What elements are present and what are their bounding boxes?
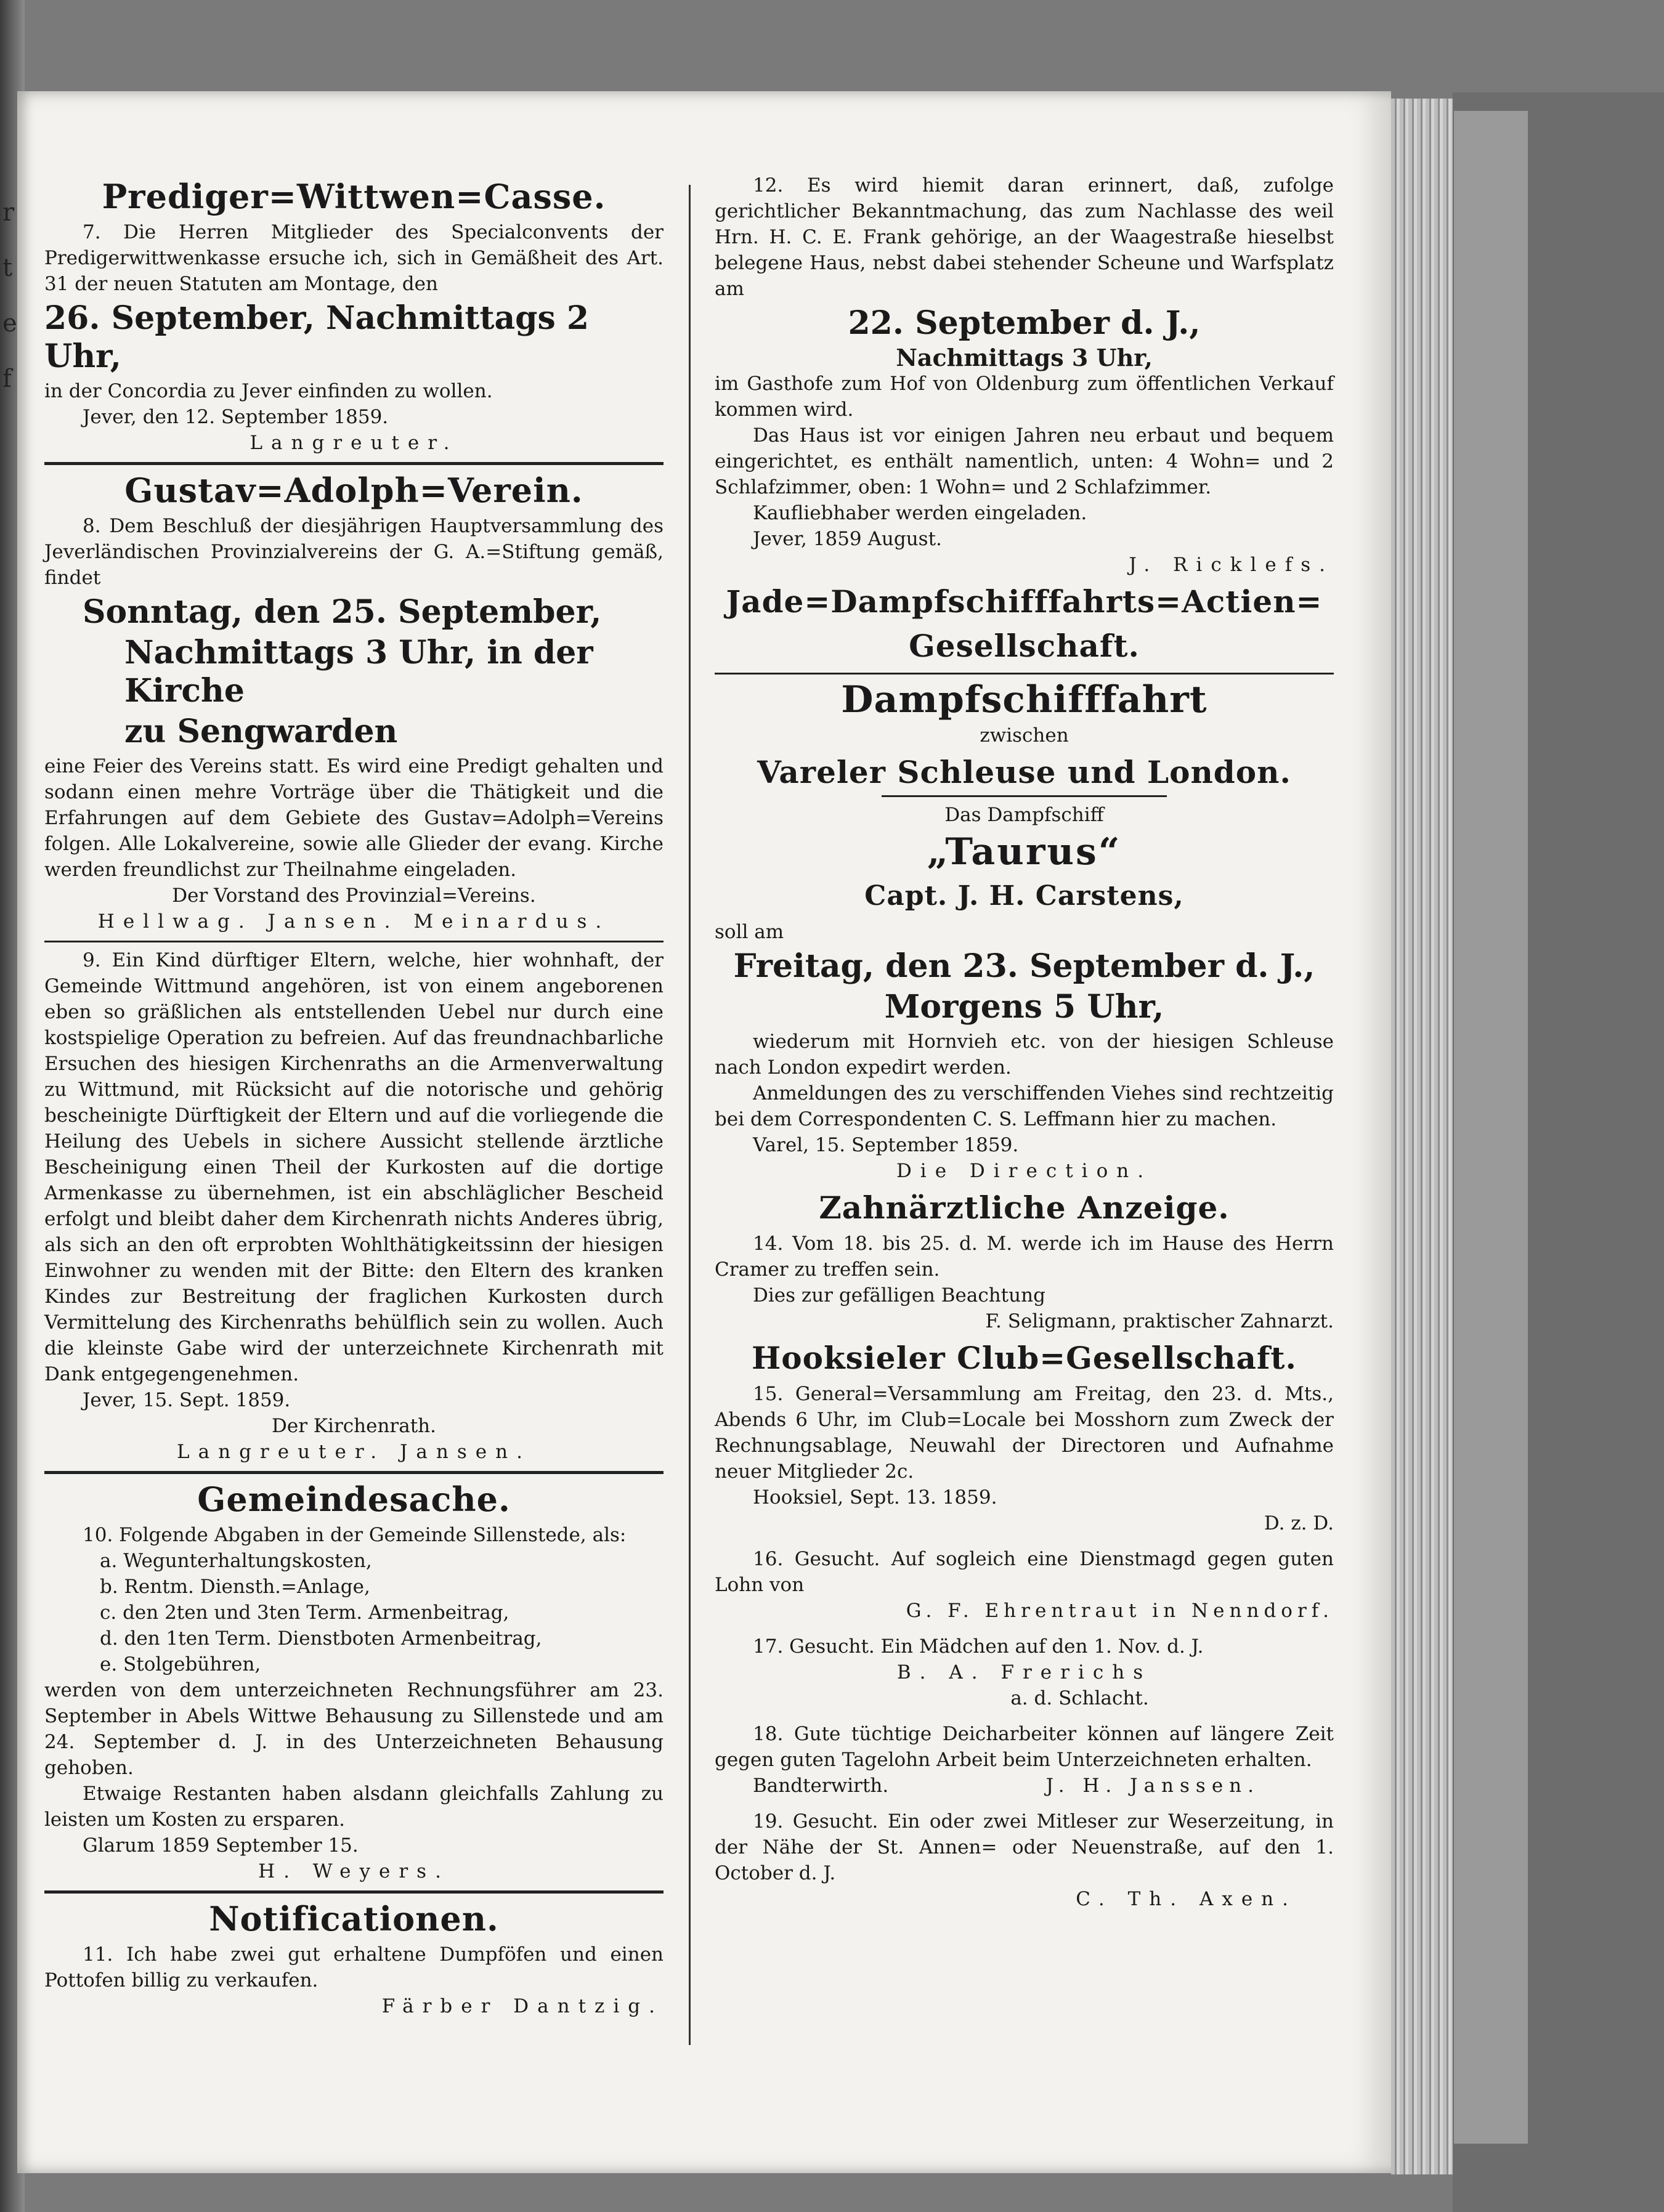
spacer <box>715 1711 1334 1721</box>
list-item: a. Wegunterhaltungskosten, <box>100 1550 372 1572</box>
notice-17-signature2: a. d. Schlacht. <box>1010 1687 1149 1709</box>
ad-route: Vareler Schleuse und London. <box>757 754 1291 790</box>
notice-19 <box>715 1809 1334 1912</box>
notice-8-signatures: Hellwag. Jansen. Meinardus. <box>97 910 611 933</box>
heading-hooksieler-club-gesellschaft: Hooksieler Club=Gesellschaft. <box>752 1340 1297 1376</box>
notice-15 <box>715 1338 1334 1536</box>
notice-12-text4: Kaufliebhaber werden eingeladen. <box>753 502 1087 524</box>
notice-11 <box>44 1898 664 2019</box>
notice-9-place-date: Jever, 15. Sept. 1859. <box>83 1389 291 1411</box>
notice-9 <box>44 947 664 1465</box>
notice-17-text: 17. Gesucht. Ein Mädchen auf den 1. Nov. d. J. <box>753 1635 1204 1658</box>
notice-10-text3: Etwaige Restanten haben alsdann gleichfalls Zahlung zu leisten um Kosten zu ersparen. <box>44 1783 664 1831</box>
right-column <box>715 172 1334 1912</box>
section-rule <box>44 941 664 942</box>
notice-15-signature: D. z. D. <box>1264 1512 1334 1534</box>
section-rule <box>715 673 1334 675</box>
notice-12-signature: J. Ricklefs. <box>1129 554 1334 576</box>
notice-8 <box>44 470 664 934</box>
notice-14-text2: Dies zur gefälligen Beachtung <box>753 1284 1045 1307</box>
notice-15-text: 15. General=Versammlung am Freitag, den 23. d. Mts., Abends 6 Uhr, im Club=Locale bei Mosshorn zum Zweck der Rechnungsablage, Neuwahl der Directoren und Aufnahme neuer Mitglieder 2c. <box>715 1383 1334 1483</box>
list-item: c. den 2ten und 3ten Term. Armenbeitrag, <box>100 1602 509 1624</box>
section-rule <box>44 1890 664 1894</box>
edge-letter: t <box>2 254 13 282</box>
notice-12 <box>715 172 1334 578</box>
notice-11-text: 11. Ich habe zwei gut erhaltene Dumpföfen und einen Pottofen billig zu verkaufen. <box>44 1943 664 1991</box>
edge-letter: r <box>2 198 15 227</box>
notice-13-text2: Anmeldungen des zu verschiffenden Viehes sind rechtzeitig bei dem Correspondenten C. S. Leffmann hier zu machen. <box>715 1082 1334 1130</box>
notice-12-text2: im Gasthofe zum Hof von Oldenburg zum öffentlichen Verkauf kommen wird. <box>715 373 1334 421</box>
notice-10-text2: werden von dem unterzeichneten Rechnungsführer am 23. September in Abels Wittwe Behausung zu Sillenstede und am 24. September d. J. in des Unterzeichneten Behausung gehoben. <box>44 1679 664 1779</box>
notice-7-place-date: Jever, den 12. September 1859. <box>83 406 389 428</box>
ad-intro: Das Dampfschiff <box>944 804 1104 826</box>
notice-18-footer <box>715 1773 1334 1799</box>
notice-7-date: 26. September, Nachmittags 2 Uhr, <box>44 299 590 375</box>
notice-16 <box>715 1546 1334 1624</box>
ad-title-dampfschifffahrt: Dampfschifffahrt <box>841 678 1207 721</box>
notice-7-text: 7. Die Herren Mitglieder des Specialconvents der Predigerwittwenkasse ersuche ich, sich in Gemäßheit des Art. 31 der neuen Statuten am Montage, den <box>44 221 664 295</box>
notice-13-signature: Die Direction. <box>896 1160 1153 1182</box>
heading-notificationen: Notificationen. <box>209 1899 499 1939</box>
notice-10 <box>44 1479 664 1884</box>
list-item: d. den 1ten Term. Dienstboten Armenbeitrag, <box>100 1627 542 1650</box>
notice-18-signature: J. H. Janssen. <box>1045 1775 1260 1797</box>
notice-8-text: 8. Dem Beschluß der diesjährigen Hauptversammlung des Jeverländischen Provinzialvereins der G. A.=Stiftung gemäß, findet <box>44 515 664 589</box>
notice-15-place-date: Hooksiel, Sept. 13. 1859. <box>753 1486 997 1509</box>
notice-13-place-date: Varel, 15. September 1859. <box>753 1134 1019 1156</box>
notice-12-text3: Das Haus ist vor einigen Jahren neu erbaut und bequem eingerichtet, es enthält namentlich, unten: 4 Wohn= und 2 Schlafzimmer, oben: 1 Wohn= und 2 Schlafzimmer. <box>715 424 1334 498</box>
heading-prediger-wittwen-casse: Prediger=Wittwen=Casse. <box>102 177 606 216</box>
heading-zahnaerztliche-anzeige: Zahnärztliche Anzeige. <box>819 1189 1230 1226</box>
notice-10-list <box>44 1548 664 1677</box>
ship-name: „Taurus“ <box>927 830 1122 873</box>
list-item: b. Rentm. Diensth.=Anlage, <box>100 1576 370 1598</box>
ship-captain: Capt. J. H. Carstens, <box>864 880 1184 912</box>
notice-16-text: 16. Gesucht. Auf sogleich eine Dienstmagd gegen guten Lohn von <box>715 1548 1334 1596</box>
heading-gustav-adolph-verein: Gustav=Adolph=Verein. <box>124 471 583 510</box>
section-rule <box>44 462 664 465</box>
notice-8-date-line1: Sonntag, den 25. September, <box>83 593 602 631</box>
notice-17 <box>715 1634 1334 1711</box>
notice-14-signature: F. Seligmann, praktischer Zahnarzt. <box>985 1310 1334 1332</box>
spacer <box>715 1624 1334 1634</box>
notice-19-signature: C. Th. Axen. <box>1076 1888 1297 1910</box>
ad-between: zwischen <box>980 724 1069 747</box>
departure-date: Freitag, den 23. September d. J., <box>733 947 1315 985</box>
notice-11-signature: Färber Dantzig. <box>381 1995 664 2017</box>
notice-12-text: 12. Es wird hiemit daran erinnert, daß, zufolge gerichtlicher Bekanntmachung, das zum Nachlasse des weil Hrn. H. C. E. Frank gehörige, an der Waagestraße hieselbst belegene Haus, nebst dabei stehender Scheune und Warfsplatz am <box>715 174 1334 300</box>
notice-14-text: 14. Vom 18. bis 25. d. M. werde ich im Hause des Herrn Cramer zu treffen sein. <box>715 1233 1334 1281</box>
book-spine-inner <box>1454 111 1528 2144</box>
previous-page-edge <box>0 185 17 2033</box>
notice-10-text: 10. Folgende Abgaben in der Gemeinde Sillenstede, als: <box>83 1524 627 1546</box>
short-rule <box>882 795 1166 797</box>
notice-19-text: 19. Gesucht. Ein oder zwei Mitleser zur Weserzeitung, in der Nähe der St. Annen= oder Neuenstraße, auf den 1. October d. J. <box>715 1810 1334 1884</box>
notice-12-place-date: Jever, 1859 August. <box>753 528 942 550</box>
notice-9-body: Der Kirchenrath. <box>272 1415 436 1437</box>
notice-12-date: 22. September d. J., <box>848 304 1201 342</box>
notice-17-signature1: B. A. Frerichs <box>896 1661 1152 1683</box>
left-column <box>44 172 664 2019</box>
spacer <box>715 1799 1334 1809</box>
notice-8-date-line2: Nachmittags 3 Uhr, in der Kirche <box>124 634 593 710</box>
notice-7-text2: in der Concordia zu Jever einfinden zu wollen. <box>44 380 493 402</box>
edge-letter: e <box>2 309 17 338</box>
heading-gemeindesache: Gemeindesache. <box>197 1480 511 1519</box>
notice-9-signatures: Langreuter. Jansen. <box>177 1441 531 1463</box>
company-name-line2: Gesellschaft. <box>909 628 1140 664</box>
notice-10-place-date: Glarum 1859 September 15. <box>83 1834 359 1857</box>
notice-14 <box>715 1188 1334 1334</box>
edge-letter: f <box>2 365 12 393</box>
list-item: e. Stolgebühren, <box>100 1653 261 1675</box>
ad-soll: soll am <box>715 921 784 943</box>
notice-18-place: Bandterwirth. <box>753 1775 889 1797</box>
notice-8-board: Der Vorstand des Provinzial=Vereins. <box>172 885 536 907</box>
notice-7-signature: Langreuter. <box>250 432 458 454</box>
notice-18 <box>715 1721 1334 1799</box>
departure-time: Morgens 5 Uhr, <box>884 988 1164 1026</box>
spacer <box>715 1536 1334 1546</box>
notice-13-text: wiederum mit Hornvieh etc. von der hiesigen Schleuse nach London expedirt werden. <box>715 1031 1334 1079</box>
notice-9-text: 9. Ein Kind dürftiger Eltern, welche, hier wohnhaft, der Gemeinde Wittmund angehören, ist von einem angeborenen eben so gräßlichen als entstellenden Uebel nur durch eine kostspielige Operation zu befreien. Auf das freundnachbarliche Ersuchen des hiesigen Kirchenraths an die Armenverwaltung zu Wittmund, mit Rücksicht auf die notorische und gehörig bescheinigte Dürftigkeit der Eltern und auf die vorliegende die Heilung des Uebels in sichere Aussicht stellende ärztliche Bescheinigung einen Theil der Kurkosten auf die dortige Armenkasse zu übernehmen, ist ein abschläglicher Bescheid erfolgt und bleibt daher dem Kirchenrath nichts Anderes übrig, als sich an den oft erprobten Wohlthätigkeitssinn der hiesigen Einwohner zu wenden mit der Bitte: den Eltern des kranken Kindes zur Bestreitung der fraglichen Kurkosten durch Vermittelung des Kirchenraths behülflich sein zu wollen. Auch die kleinste Gabe wird der unterzeichnete Kirchenrath mit Dank entgegengenehmen. <box>44 949 664 1385</box>
notice-13 <box>715 581 1334 1184</box>
notice-8-text2: eine Feier des Vereins statt. Es wird eine Predigt gehalten und sodann einen mehre Vorträge über die Thätigkeit und die Erfahrungen auf dem Gebiete des Gustav=Adolph=Vereins folgen. Alle Lokalvereine, sowie alle Glieder der evang. Kirche werden freundlichst zur Theilnahme eingeladen. <box>44 755 664 881</box>
notice-12-time: Nachmittags 3 Uhr, <box>896 344 1153 371</box>
column-divider <box>689 185 691 2045</box>
notice-16-signature: G. F. Ehrentraut in Nenndorf. <box>906 1600 1334 1622</box>
company-name-line1: Jade=Dampfschifffahrts=Actien= <box>726 583 1323 620</box>
notice-10-signature: H. Weyers. <box>258 1860 450 1882</box>
page-fore-edges <box>1391 99 1453 2174</box>
section-rule <box>44 1471 664 1474</box>
notice-7 <box>44 176 664 456</box>
notice-8-date-line3: zu Sengwarden <box>124 713 398 750</box>
notice-18-text: 18. Gute tüchtige Deicharbeiter können auf längere Zeit gegen guten Tagelohn Arbeit beim Unterzeichneten erhalten. <box>715 1723 1334 1771</box>
